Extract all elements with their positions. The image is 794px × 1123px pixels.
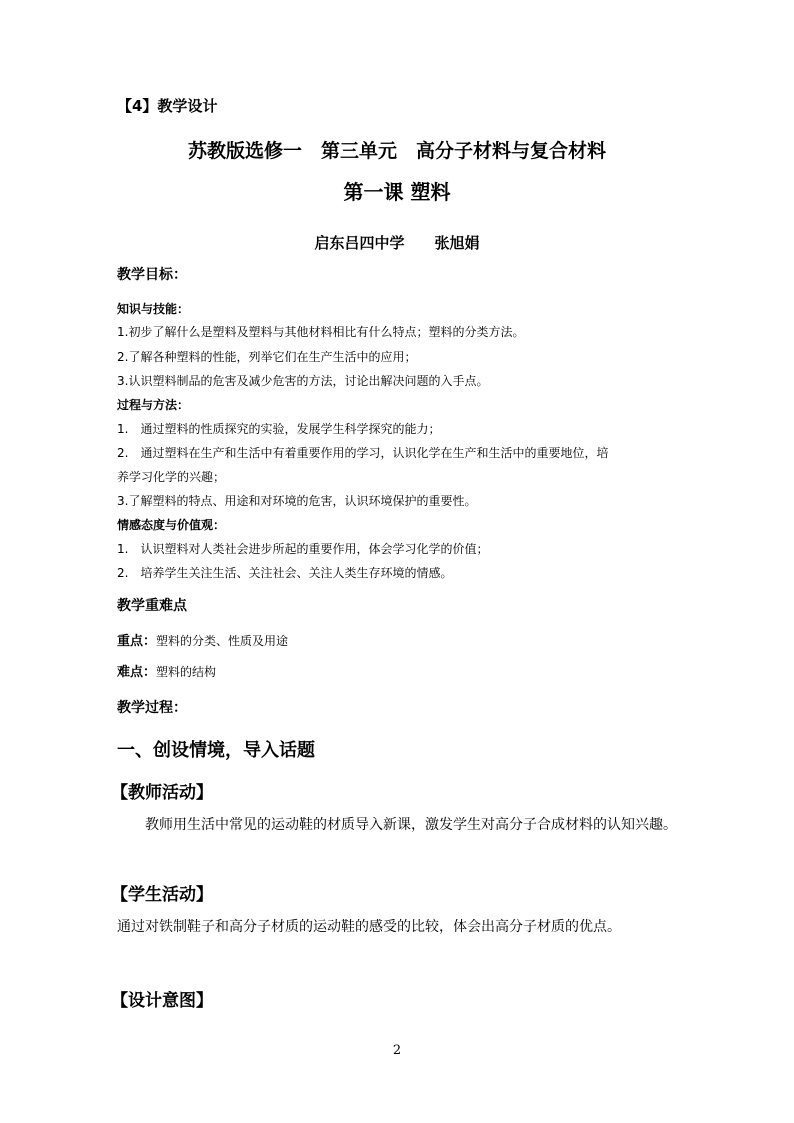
student-activity-text: 通过对铁制鞋子和高分子材质的运动鞋的感受的比较，体会出高分子材质的优点。 — [117, 919, 621, 935]
knowledge-heading: 知识与技能： — [117, 302, 190, 316]
student-activity-label: 【学生活动】 — [111, 885, 213, 905]
difficulty-line — [117, 661, 216, 680]
focus-text: 塑料的分类、性质及用途 — [156, 634, 289, 648]
lesson-title: 第一课 塑料 — [343, 180, 451, 204]
design-intent-label: 【设计意图】 — [111, 991, 213, 1011]
focus-label: 重点： — [117, 634, 157, 649]
process-item: 2. 通过塑料在生产和生活中有着重要作用的学习，认识化学在生产和生活中的重要地位，培 — [117, 446, 609, 460]
objectives-heading: 教学目标： — [117, 267, 187, 283]
attitude-heading: 情感态度与价值观： — [117, 518, 226, 532]
knowledge-item: 1.初步了解什么是塑料及塑料与其他材料相比有什么特点；塑料的分类方法。 — [117, 325, 525, 339]
process-item: 1. 通过塑料的性质探究的实验，发展学生科学探究的能力； — [117, 422, 441, 436]
page-title: 苏教版选修一 第三单元 高分子材料与复合材料 — [187, 140, 606, 162]
attitude-item: 1. 认识塑料对人类社会进步所起的重要作用，体会学习化学的价值； — [117, 542, 489, 556]
page-number: 2 — [392, 1043, 402, 1058]
knowledge-item: 3.认识塑料制品的危害及减少危害的方法，讨论出解决问题的入手点。 — [117, 374, 489, 388]
knowledge-item: 2.了解各种塑料的性能，列举它们在生产生活中的应用； — [117, 350, 417, 364]
difficulty-label: 难点： — [117, 665, 157, 680]
section-heading: 一、创设情境，导入话题 — [117, 740, 315, 761]
section-tag: 【4】教学设计 — [117, 97, 218, 115]
focus-line — [117, 630, 288, 649]
process-heading: 过程与方法： — [117, 398, 190, 412]
process-title: 教学过程： — [117, 700, 187, 716]
attitude-item: 2. 培养学生关注生活、关注社会、关注人类生存环境的情感。 — [117, 566, 453, 580]
process-item: 3.了解塑料的特点、用途和对环境的危害，认识环境保护的重要性。 — [117, 494, 477, 508]
author-line: 启东吕四中学 张旭娟 — [314, 234, 480, 252]
teacher-activity-label: 【教师活动】 — [111, 783, 213, 803]
process-item: 养学习化学的兴趣； — [117, 470, 226, 484]
difficulty-text: 塑料的结构 — [156, 665, 217, 679]
teacher-activity-text: 教师用生活中常见的运动鞋的材质导入新课，激发学生对高分子合成材料的认知兴趣。 — [145, 817, 677, 833]
key-points-heading: 教学重难点 — [117, 598, 187, 614]
